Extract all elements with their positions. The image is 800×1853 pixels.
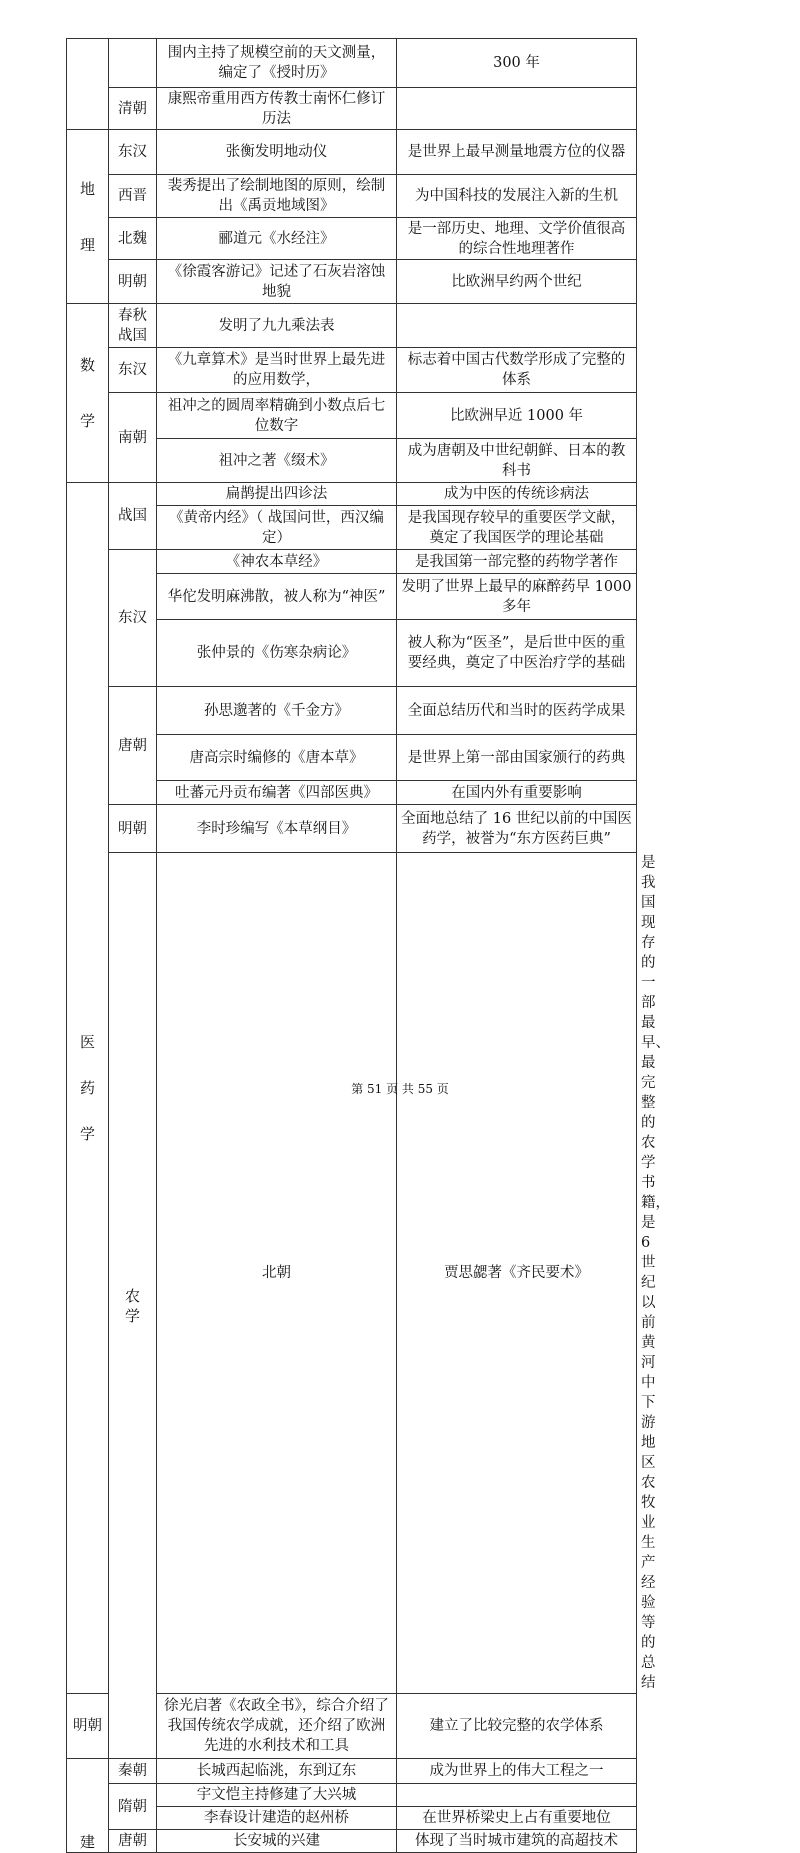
content-text: 张仲景的《伤寒杂病论》 — [196, 645, 357, 661]
era-cell — [109, 39, 157, 88]
category-cell — [109, 853, 157, 1759]
content-text: 吐蕃元丹贡布编著《四部医典》 — [175, 784, 378, 801]
content-text: 华佗发明麻沸散，被人称为“神医” — [167, 588, 386, 605]
content-text: 《黄帝内经》（ 战国问世，西汉编定） — [169, 509, 384, 546]
effect-cell — [397, 1784, 637, 1807]
effect-text: 在世界桥梁史上占有重要地位 — [422, 1810, 611, 1826]
table-row — [67, 130, 637, 175]
table-row — [67, 483, 637, 506]
era-cell — [109, 483, 157, 550]
table-row — [67, 260, 637, 304]
effect-cell — [397, 130, 637, 175]
effect-cell — [397, 687, 637, 735]
content-cell — [157, 1694, 397, 1759]
era-cell — [67, 1694, 109, 1759]
history-table — [66, 38, 670, 1853]
era-cell — [109, 88, 157, 130]
content-cell — [157, 735, 397, 781]
table-row — [67, 687, 637, 735]
content-text: 徐光启著《农政全书》，综合介绍了我国传统农学成就，还介绍了欧洲先进的水利技术和工具 — [164, 1698, 389, 1754]
effect-cell — [397, 175, 637, 218]
content-cell — [157, 348, 397, 393]
table-row — [67, 88, 637, 130]
content-cell — [157, 393, 397, 439]
content-cell — [157, 260, 397, 304]
category-cell — [67, 130, 109, 304]
effect-cell — [397, 304, 637, 348]
era-cell — [109, 1830, 157, 1853]
content-cell — [157, 175, 397, 218]
effect-text: 比欧洲早近 1000 年 — [449, 407, 584, 424]
era-label: 南朝 — [118, 429, 147, 446]
content-text: 扁鹊提出四诊法 — [225, 486, 328, 502]
content-text: 张衡发明地动仪 — [225, 144, 328, 160]
effect-text: 比欧洲早约两个世纪 — [451, 273, 582, 290]
era-cell — [109, 304, 157, 348]
effect-cell — [397, 805, 637, 853]
content-text: 《九章算术》是当时世界上最先进的应用数学， — [167, 352, 386, 388]
era-cell — [109, 550, 157, 687]
effect-cell — [397, 393, 637, 439]
era-label: 明朝 — [73, 1718, 102, 1734]
era-label: 唐朝 — [118, 737, 147, 754]
era-cell — [109, 393, 157, 483]
era-label: 战国 — [118, 508, 147, 524]
content-text: 郦道元《水经注》 — [218, 230, 335, 247]
effect-text: 全面地总结了 16 世纪以前的中国医药学，被誉为“东方医药巨典” — [401, 810, 632, 847]
content-cell — [157, 1830, 397, 1853]
table-row — [67, 853, 637, 1694]
effect-text: 全面总结历代和当时的医药学成果 — [407, 702, 626, 719]
effect-text: 被人称为“医圣”，是后世中医的重要经典，奠定了中医治疗学的基础 — [407, 635, 626, 671]
effect-cell — [397, 39, 637, 88]
content-text: 宇文恺主持修建了大兴城 — [196, 1787, 357, 1803]
effect-cell — [397, 260, 637, 304]
effect-text: 标志着中国古代数学形成了完整的体系 — [407, 352, 626, 388]
content-cell — [157, 550, 397, 574]
content-text: 围内主持了规模空前的天文测量，编定了《授时历》 — [167, 45, 386, 81]
category-cell — [67, 1759, 109, 1853]
effect-text: 是世界上第一部由国家颁行的药典 — [407, 749, 626, 766]
era-label: 明朝 — [118, 820, 147, 837]
era-label: 隋朝 — [118, 1798, 147, 1815]
content-cell — [157, 218, 397, 260]
effect-cell — [397, 620, 637, 687]
era-cell — [109, 175, 157, 218]
effect-cell — [397, 550, 637, 574]
effect-cell — [397, 1694, 637, 1759]
content-cell — [157, 439, 397, 483]
content-text: 孙思邈著的《千金方》 — [204, 702, 349, 719]
era-label: 东汉 — [118, 610, 147, 626]
content-cell — [157, 805, 397, 853]
content-cell — [157, 88, 397, 130]
content-cell — [157, 687, 397, 735]
effect-text: 建立了比较完整的农学体系 — [429, 1718, 604, 1734]
era-label: 清朝 — [118, 100, 147, 117]
effect-cell — [397, 88, 637, 130]
table-row — [67, 805, 637, 853]
effect-cell — [397, 781, 637, 805]
era-cell — [157, 853, 397, 1694]
effect-cell — [397, 218, 637, 260]
era-cell — [109, 1784, 157, 1830]
era-label: 秦朝 — [118, 1763, 147, 1779]
category-label: 数 学 — [79, 356, 95, 430]
content-cell — [157, 39, 397, 88]
effect-text: 成为中医的传统诊病法 — [444, 486, 589, 502]
table-body — [67, 39, 670, 1853]
effect-cell — [397, 439, 637, 483]
content-cell — [397, 853, 637, 1694]
era-cell — [109, 687, 157, 805]
table-row — [67, 1784, 637, 1807]
effect-cell — [397, 1807, 637, 1830]
category-label: 建 — [79, 1833, 95, 1851]
effect-text: 成为唐朝及中世纪朝鲜、日本的教科书 — [407, 442, 626, 479]
content-cell — [157, 574, 397, 620]
era-cell — [109, 218, 157, 260]
table-row — [67, 550, 637, 574]
content-cell — [157, 1759, 397, 1784]
effect-text: 是我国现存较早的重要医学文献，奠定了我国医学的理论基础 — [407, 509, 626, 546]
content-cell — [157, 620, 397, 687]
page-footer: 第 51 页 共 55 页 — [351, 1082, 449, 1096]
content-text: 长城西起临洮，东到辽东 — [196, 1763, 357, 1779]
category-cell — [67, 39, 109, 130]
era-label: 春秋战国 — [118, 307, 147, 344]
content-cell — [157, 304, 397, 348]
era-label: 北魏 — [118, 230, 147, 247]
content-cell — [157, 1784, 397, 1807]
era-label: 北朝 — [262, 1265, 291, 1281]
era-label: 东汉 — [118, 362, 147, 378]
table-row — [67, 175, 637, 218]
content-text: 贾思勰著《齐民要术》 — [444, 1265, 589, 1281]
effect-text: 成为世界上的伟大工程之一 — [429, 1763, 604, 1779]
content-text: 发明了九九乘法表 — [218, 317, 335, 334]
category-label: 农 学 — [124, 1286, 140, 1325]
category-cell — [67, 304, 109, 483]
content-text: 裴秀提出了绘制地图的原则，绘制出《禹贡地域图》 — [167, 178, 386, 214]
content-text: 祖冲之的圆周率精确到小数点后七位数字 — [167, 397, 386, 434]
content-cell — [157, 506, 397, 550]
content-text: 李春设计建造的赵州桥 — [204, 1810, 349, 1826]
era-label: 西晋 — [118, 188, 147, 204]
content-cell — [157, 130, 397, 175]
era-label: 明朝 — [118, 273, 147, 290]
content-cell — [157, 1807, 397, 1830]
effect-text: 是一部历史、地理、文学价值很高的综合性地理著作 — [407, 220, 626, 257]
content-text: 祖冲之著《缀术》 — [218, 452, 335, 469]
effect-text: 是世界上最早测量地震方位的仪器 — [407, 144, 626, 160]
effect-text: 为中国科技的发展注入新的生机 — [415, 188, 618, 204]
effect-text: 发明了世界上最早的麻醉药早 1000 多年 — [401, 578, 632, 615]
era-cell — [109, 130, 157, 175]
effect-text: 300 年 — [493, 55, 540, 71]
content-text: 唐高宗时编修的《唐本草》 — [189, 749, 364, 766]
category-label: 医 药 学 — [79, 1033, 95, 1143]
table-row — [67, 39, 637, 88]
content-text: 李时珍编写《本草纲目》 — [196, 820, 357, 837]
category-label: 地 理 — [79, 179, 95, 254]
effect-text: 体现了当时城市建筑的高超技术 — [415, 1833, 618, 1849]
table-row — [67, 218, 637, 260]
era-cell — [109, 260, 157, 304]
content-cell — [157, 781, 397, 805]
table-row — [67, 1830, 637, 1853]
content-text: 《徐霞客游记》记述了石灰岩溶蚀地貌 — [167, 263, 386, 300]
content-text: 康熙帝重用西方传教士南怀仁修订历法 — [167, 90, 386, 127]
effect-cell — [397, 1830, 637, 1853]
content-cell — [157, 483, 397, 506]
era-label: 东汉 — [118, 144, 147, 160]
effect-cell — [397, 1759, 637, 1784]
effect-text: 是我国第一部完整的药物学著作 — [415, 553, 618, 570]
era-cell — [109, 805, 157, 853]
effect-text: 是我国现存的一部最早、最完整的农学书籍，是 6 世纪以前黄河中下游地区农牧业生产经验等的总结 — [641, 855, 670, 1691]
era-cell — [109, 348, 157, 393]
content-text: 《神农本草经》 — [225, 553, 328, 570]
effect-cell — [397, 348, 637, 393]
table-row — [67, 348, 637, 393]
effect-cell — [397, 574, 637, 620]
table-row — [67, 393, 637, 439]
era-label: 唐朝 — [118, 1833, 147, 1849]
effect-cell — [397, 506, 637, 550]
table-row — [67, 1759, 637, 1784]
table-row — [67, 304, 637, 348]
effect-cell — [397, 483, 637, 506]
effect-cell — [397, 735, 637, 781]
content-text: 长安城的兴建 — [233, 1833, 320, 1849]
effect-text: 在国内外有重要影响 — [451, 784, 582, 801]
era-cell — [109, 1759, 157, 1784]
